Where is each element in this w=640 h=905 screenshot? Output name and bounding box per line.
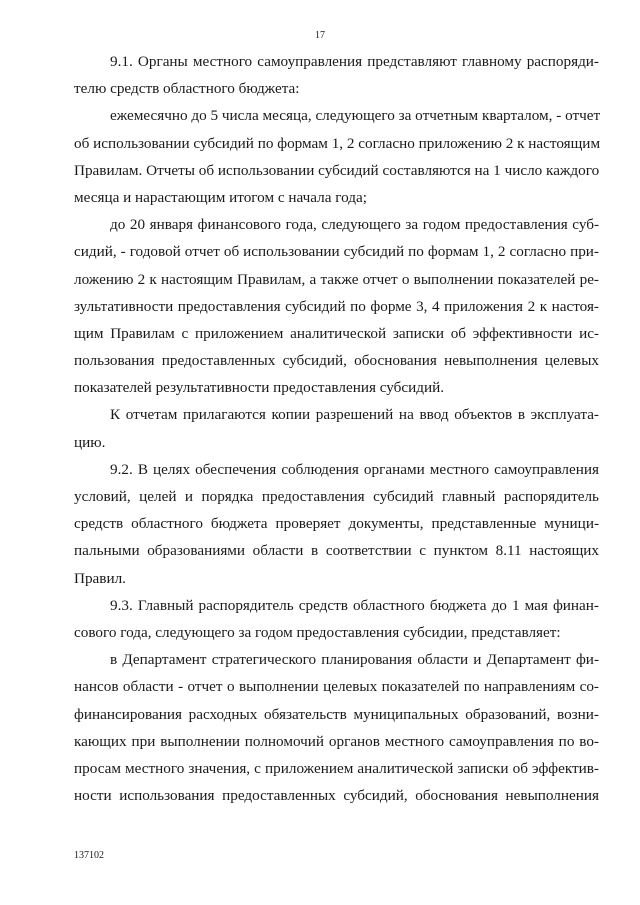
- paragraph-monthly-line: ежемесячно до 5 числа месяца, следующего за отчетным кварталом, - отчет: [110, 107, 601, 125]
- paragraph-9-3-line: 9.3. Главный распорядитель средств областного бюджета до 1 мая финан-: [110, 596, 599, 614]
- paragraph-monthly-line: месяца и нарастающим итогом с начала года;: [74, 188, 367, 206]
- paragraph-9-2-line: Правил.: [74, 569, 126, 587]
- paragraph-9-3-line: сового года, следующего за годом предоставления субсидии, представляет:: [74, 623, 561, 641]
- paragraph-monthly-line: об использовании субсидий по формам 1, 2 согласно приложению 2 к настоящим: [74, 134, 601, 152]
- paragraph-department-line: нансов области - отчет о выполнении целевых показателей по направлениям со-: [74, 678, 599, 696]
- paragraph-9-2-line: условий, целей и порядка предоставления субсидий главный распорядитель: [74, 488, 599, 505]
- paragraph-department-line: финансирования расходных обязательств муниципальных образований, возни-: [74, 705, 599, 723]
- paragraph-copies-line: К отчетам прилагаются копии разрешений на ввод объектов в эксплуата-: [110, 406, 599, 424]
- paragraph-january-line: щим Правилам с приложением аналитической записки об эффективности ис-: [74, 324, 599, 342]
- paragraph-9-1-line: телю средств областного бюджета:: [74, 80, 300, 98]
- paragraph-9-2-line: средств областного бюджета проверяет документы, представленные муници-: [74, 515, 599, 533]
- paragraph-copies-line: цию.: [74, 433, 106, 451]
- paragraph-department-line: в Департамент стратегического планирования области и Департамент фи-: [110, 651, 599, 669]
- paragraph-department-line: ности использования предоставленных субсидий, обоснования невыполнения: [74, 787, 599, 805]
- paragraph-monthly-line: Правилам. Отчеты об использовании субсидий составляются на 1 число каждого: [74, 161, 600, 179]
- paragraph-january-line: сидий, - годовой отчет об использовании субсидий по формам 1, 2 согласно при-: [74, 243, 599, 261]
- paragraph-january-line: до 20 января финансового года, следующего за годом предоставления суб-: [110, 216, 599, 234]
- paragraph-department-line: просам местного значения, с приложением аналитической записки об эффектив-: [74, 759, 599, 777]
- page-number: 17: [315, 30, 325, 41]
- document-code: 137102: [74, 850, 104, 861]
- paragraph-january-line: ложению 2 к настоящим Правилам, а также отчет о выполнении показателей ре-: [74, 270, 599, 288]
- paragraph-9-2-line: пальными образованиями области в соответствии с пунктом 8.11 настоящих: [74, 542, 599, 560]
- paragraph-9-1-line: 9.1. Органы местного самоуправления представляют главному распоряди-: [110, 53, 599, 70]
- paragraph-9-2-line: 9.2. В целях обеспечения соблюдения органами местного самоуправления: [110, 460, 599, 478]
- paragraph-january-line: зультативности предоставления субсидий по форме 3, 4 приложения 2 к настоя-: [74, 297, 599, 315]
- document-body: [74, 48, 599, 809]
- paragraph-january-line: показателей результативности предоставления субсидий.: [74, 379, 445, 397]
- paragraph-january-line: пользования предоставленных субсидий, обоснования невыполнения целевых: [74, 352, 599, 370]
- paragraph-department-line: кающих при выполнении полномочий органов местного самоуправления по во-: [74, 732, 599, 750]
